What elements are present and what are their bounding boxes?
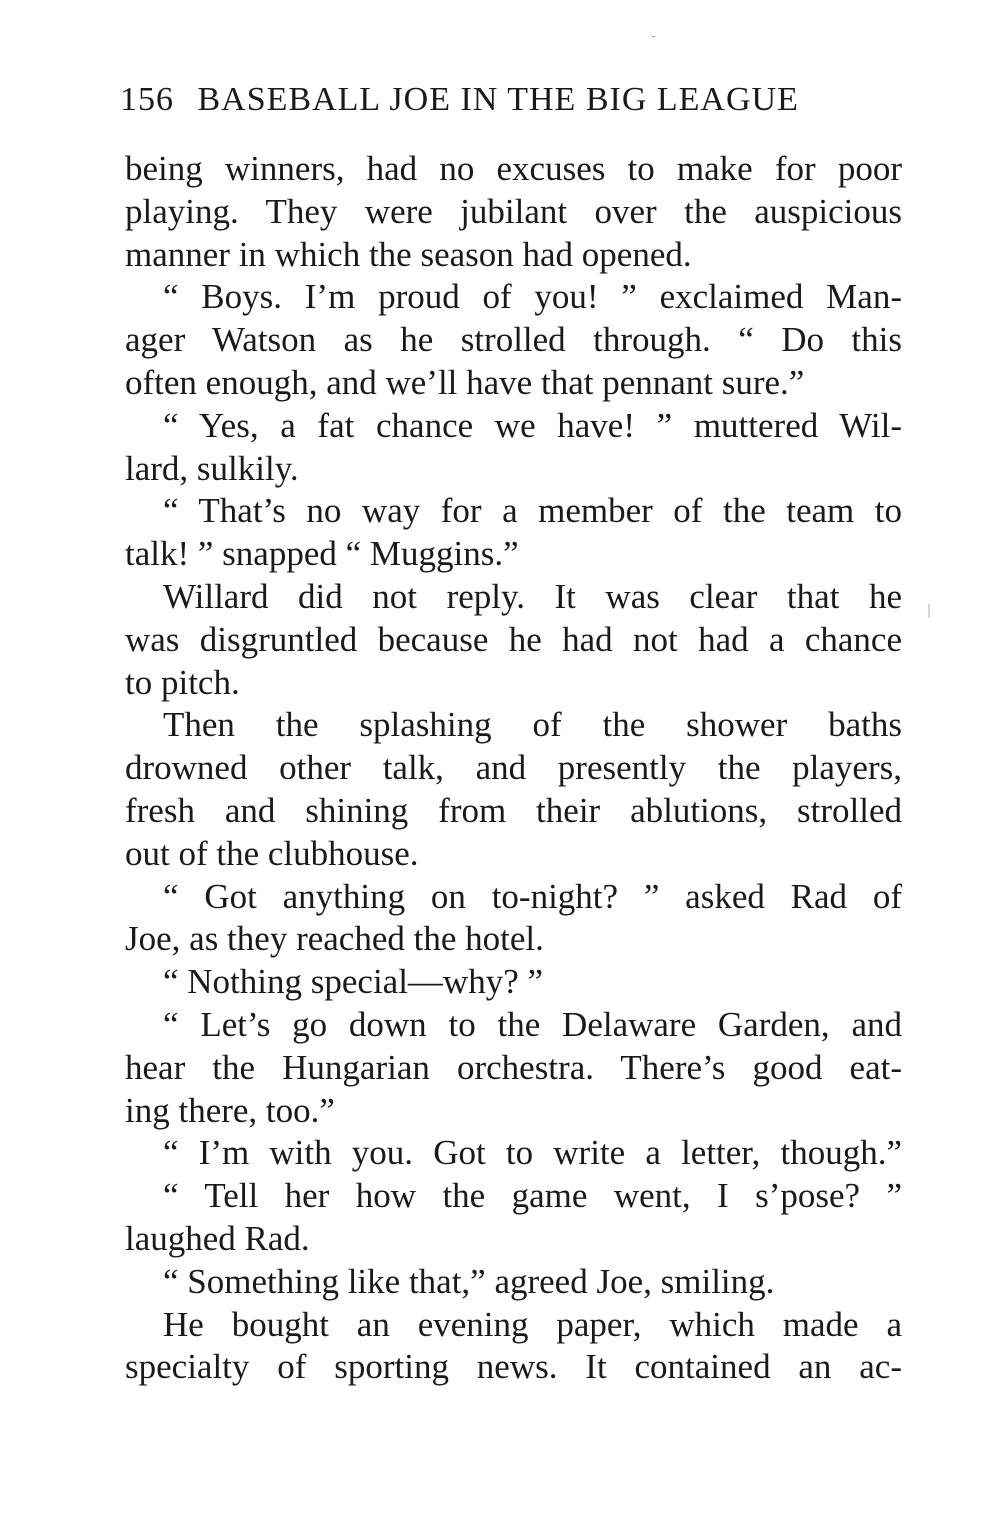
page-number: 156 (120, 81, 174, 118)
running-title: BASEBALL JOE IN THE BIG LEAGUE (197, 81, 799, 118)
text-line: manner in which the season had opened. (125, 234, 692, 274)
text-line: laughed Rad. (125, 1218, 310, 1258)
text-line: lard, sulkily. (125, 448, 299, 488)
text-line: “ That’s no way for a member of the team to (163, 491, 902, 531)
text-line: He bought an evening paper, which made a (163, 1304, 902, 1344)
text-line: drowned other talk, and presently the players, (125, 748, 902, 788)
text-line: often enough, and we’ll have that pennant sure.” (125, 362, 805, 402)
text-line: talk! ” snapped “ Muggins.” (125, 534, 519, 574)
text-line: Willard did not reply. It was clear that he (163, 576, 902, 616)
page-header (120, 78, 910, 122)
body-text (125, 148, 902, 1389)
text-line: “ Tell her how the game went, I s’pose? ” (163, 1176, 902, 1216)
text-line: “ Yes, a fat chance we have! ” muttered Wil- (163, 405, 902, 445)
text-line: “ Nothing special—why? ” (163, 962, 544, 1002)
text-line: Joe, as they reached the hotel. (125, 919, 544, 959)
text-line: playing. They were jubilant over the auspicious (125, 191, 902, 231)
text-line: Then the splashing of the shower baths (163, 705, 902, 745)
text-line: being winners, had no excuses to make for poor (125, 149, 902, 188)
text-line: was disgruntled because he had not had a chance (125, 619, 902, 659)
print-mark (928, 604, 930, 618)
text-line: “ Boys. I’m proud of you! ” exclaimed Man- (163, 277, 902, 317)
text-line: specialty of sporting news. It contained an ac- (125, 1347, 902, 1387)
text-line: “ Got anything on to-night? ” asked Rad of (163, 876, 902, 916)
text-line: fresh and shining from their ablutions, strolled (125, 790, 902, 830)
text-line: “ I’m with you. Got to write a letter, though.” (163, 1133, 902, 1173)
print-speck (652, 36, 655, 37)
text-line: ager Watson as he strolled through. “ Do this (125, 320, 902, 360)
text-line: out of the clubhouse. (125, 833, 419, 873)
text-line: “ Let’s go down to the Delaware Garden, and (163, 1004, 902, 1044)
text-line: “ Something like that,” agreed Joe, smiling. (163, 1261, 775, 1301)
text-line: to pitch. (125, 662, 240, 702)
text-line: hear the Hungarian orchestra. There’s good eat- (125, 1047, 902, 1087)
text-line: ing there, too.” (125, 1090, 335, 1130)
